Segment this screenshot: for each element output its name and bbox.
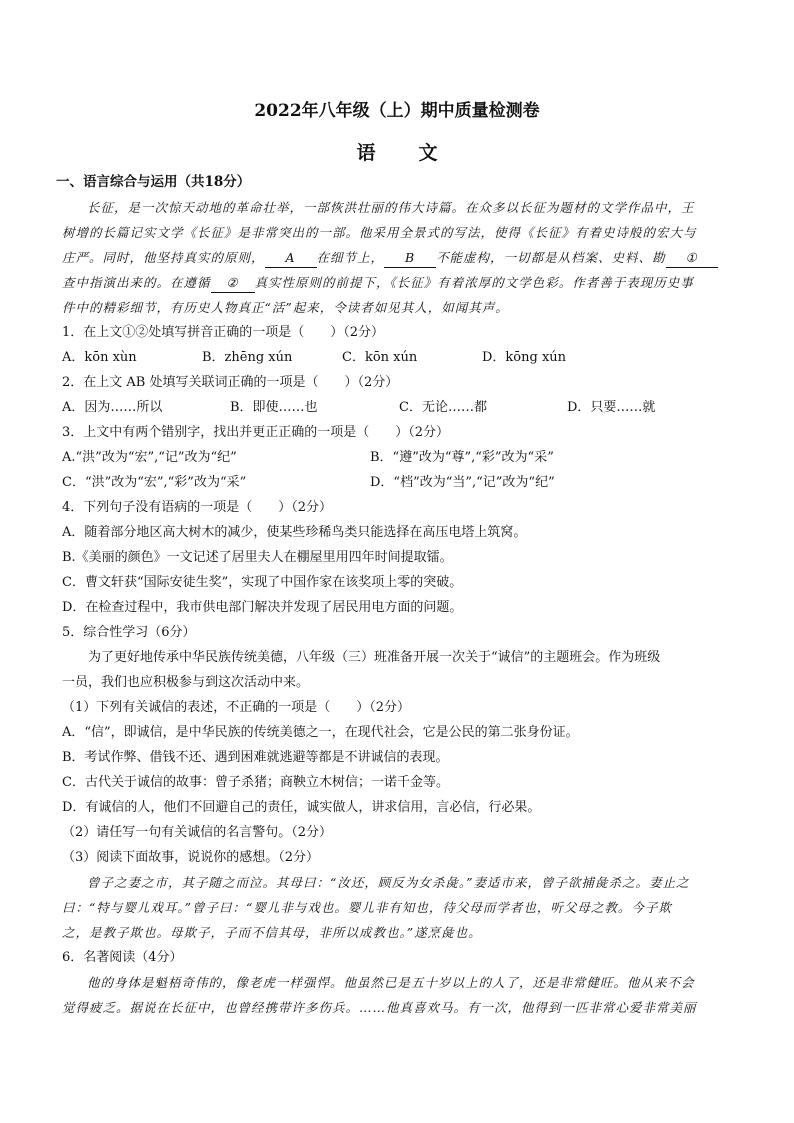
option-b: B．zhēng xún <box>202 350 293 365</box>
story-line: 之，是教子欺也。母欺子，子而不信其母，非所以成教也。”遂烹彘也。 <box>62 925 482 940</box>
question-5-intro: 为了更好地传承中华民族传统美德，八年级（三）班准备开展一次关于“诚信”的主题班会。作为班级 <box>88 650 661 665</box>
blank-a: A <box>265 249 317 268</box>
option-a: A．因为……所以 <box>62 400 163 415</box>
option-a: A.“洪”改为“宏”,“记”改为“纪” <box>62 450 237 465</box>
excerpt-line: 觉得疲乏。据说在长征中，也曾经携带许多伤兵。……他真喜欢马。有一次，他得到一匹非常心爱非常美丽 <box>62 1000 697 1015</box>
passage-text: 庄严。同时，他坚持真实的原则， <box>62 250 265 265</box>
question-3-stem: 3．上文中有两个错别字，找出并更正正确的一项是（ ）（2分） <box>62 425 450 440</box>
story-line: 曾子之妻之市，其子随之而泣。其母曰：“汝还，顾反为女杀彘。”妻适市来，曾子欲捕彘杀之。妻止之 <box>87 875 690 890</box>
option-d: D．在检查过程中，我市供电部门解决并发现了居民用电方面的问题。 <box>62 600 463 615</box>
passage-text: 真实性原则的前提下，《长征》有着浓厚的文学色彩。作者善于表现历史事 <box>254 275 694 290</box>
passage-line: 件中的精彩细节，有历史人物真正“活”起来，令读者如见其人，如闻其声。 <box>62 300 509 315</box>
option-d: D．有诚信的人，他们不回避自己的责任，诚实做人，讲求信用，言必信，行必果。 <box>62 800 541 815</box>
question-1-options <box>62 345 734 370</box>
question-3-options <box>62 470 734 495</box>
question-1-stem: 1．在上文①②处填写拼音正确的一项是（ ）（2分） <box>62 325 385 340</box>
passage-line: 长征，是一次惊天动地的革命壮举，一部恢洪壮丽的伟大诗篇。在众多以长征为题材的文学作品中，王 <box>87 200 695 215</box>
excerpt-line: 他的身体是魁梧奇伟的，像老虎一样强悍。他虽然已是五十岁以上的人了，还是非常健旺。他从来不会 <box>87 975 695 990</box>
option-c: C．古代关于诚信的故事：曾子杀猪；商鞅立木树信；一诺千金等。 <box>62 775 449 790</box>
passage-line <box>62 245 734 270</box>
option-c: C．kōn xún <box>342 350 418 365</box>
option-a: A．随着部分地区高大树木的减少，使某些珍稀鸟类只能选择在高压电塔上筑窝。 <box>62 525 527 540</box>
story-line: 曰：“特与婴儿戏耳。”曾子曰：“婴儿非与戏也。婴儿非有知也，待父母而学者也，听父母之教。今子欺 <box>62 900 672 915</box>
passage-text: 查中指演出来的。在遵循 <box>62 275 211 290</box>
passage <box>62 195 734 320</box>
question-2-stem: 2．在上文 AB 处填写关联词正确的一项是（ ）（2分） <box>62 375 399 390</box>
question-4-stem: 4．下列句子没有语病的一项是（ ）（2分） <box>62 500 333 515</box>
option-c: C．无论……都 <box>399 400 487 415</box>
passage-line <box>62 270 734 295</box>
section-heading: 一、语言综合与运用（共18分） <box>56 174 251 190</box>
question-5-2-stem: （2）请任写一句有关诚信的名言警句。（2分） <box>62 825 333 840</box>
question-3-options <box>62 445 734 470</box>
question-5-3-stem: （3）阅读下面故事，说说你的感想。（2分） <box>62 850 320 865</box>
question-5-stem: 5．综合性学习（6分） <box>62 625 196 640</box>
exam-title: 2022年八年级（上）期中质量检测卷 <box>254 101 540 121</box>
option-c: C．曹文轩获“国际安徒生奖”，实现了中国作家在该奖项上零的突破。 <box>62 575 463 590</box>
option-b: B.《美丽的颜色》一文记述了居里夫人在棚屋里用四年时间提取镭。 <box>62 550 453 565</box>
option-d: D．kōng xún <box>482 350 567 365</box>
option-d: D．“档”改为“当”,“记”改为“纪” <box>370 475 555 490</box>
blank-1: ① <box>666 249 718 268</box>
question-2-options <box>62 395 734 420</box>
option-b: B．即使……也 <box>230 400 318 415</box>
blank-2: ② <box>211 274 255 293</box>
passage-line: 树增的长篇记实文学《长征》是非常突出的一部。他采用全景式的写法，使得《长征》有着史诗般的宏大与 <box>62 225 697 240</box>
question-5-1-stem: （1）下列有关诚信的表述，不正确的一项是（ ）（2分） <box>62 700 411 715</box>
question-5-intro: 一员，我们也应积极参与到这次活动中来。 <box>62 675 310 690</box>
option-b: B．考试作弊、借钱不还、遇到困难就逃避等都是不讲诚信的表现。 <box>62 750 449 765</box>
option-c: C．“洪”改为“宏”,“彩”改为“采” <box>62 475 247 490</box>
option-b: B．“遵”改为“尊”,“彩”改为“采” <box>370 450 554 465</box>
blank-b: B <box>384 249 436 268</box>
option-d: D．只要……就 <box>567 400 656 415</box>
subject-title: 语 文 <box>356 142 450 164</box>
exam-content <box>56 170 734 1020</box>
question-6-stem: 6．名著阅读（4分） <box>62 950 183 965</box>
passage-text: 在细节上， <box>316 250 385 265</box>
option-a: A．“信”，即诚信，是中华民族的传统美德之一，在现代社会，它是公民的第二张身份证。 <box>62 725 579 740</box>
option-a: A．kōn xùn <box>62 350 137 365</box>
passage-text: 不能虚构，一切都是从档案、史料、勘 <box>436 250 666 265</box>
